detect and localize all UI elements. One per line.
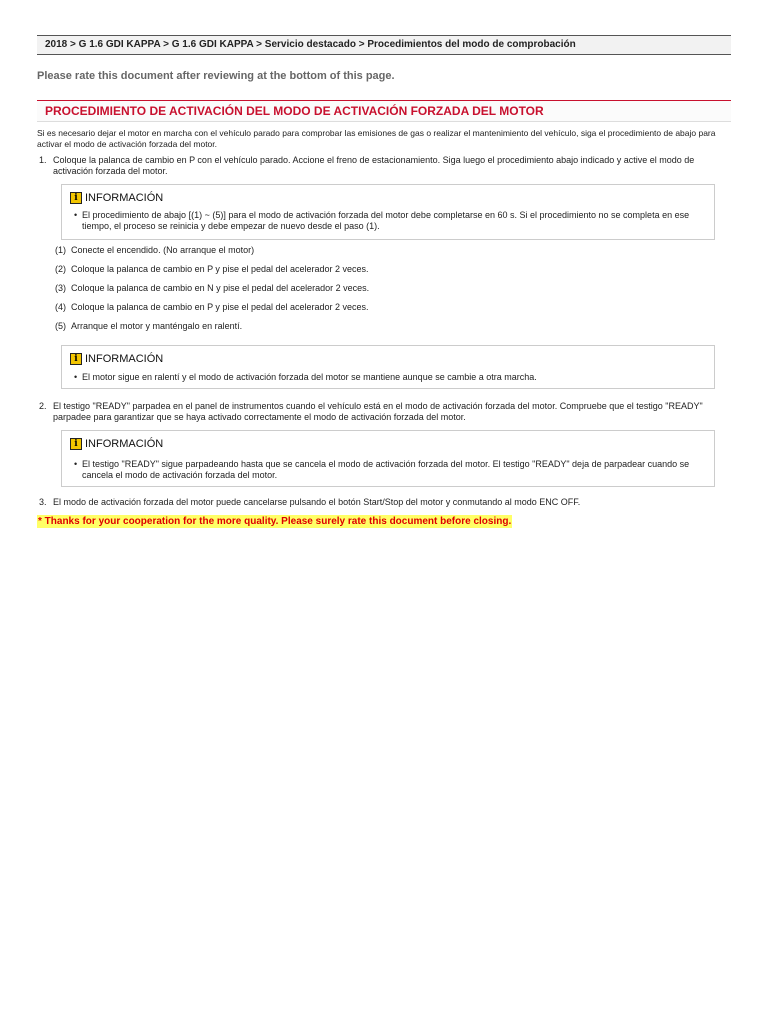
info-label: INFORMACIÓN	[85, 192, 164, 204]
substep-number: (1)	[55, 245, 66, 255]
substep-text: Arranque el motor y manténgalo en ralentí.	[71, 321, 243, 331]
substep-text: Coloque la palanca de cambio en P y pise el pedal del acelerador 2 veces.	[71, 264, 369, 274]
substep-text: Conecte el encendido. (No arranque el motor)	[71, 245, 255, 255]
step-number: 3.	[39, 497, 47, 507]
step-text: El modo de activación forzada del motor puede cancelarse pulsando el botón Start/Stop del motor y conmutando al modo ENC OFF.	[53, 497, 581, 507]
info-box	[61, 430, 715, 487]
information-icon: i	[70, 438, 82, 450]
rate-document-notice: Please rate this document after reviewing at the bottom of this page.	[37, 70, 395, 82]
section-title: PROCEDIMIENTO DE ACTIVACIÓN DEL MODO DE ACTIVACIÓN FORZADA DEL MOTOR	[37, 100, 731, 122]
information-icon: i	[70, 353, 82, 365]
info-body	[74, 459, 710, 481]
substep-text: Coloque la palanca de cambio en N y pise el pedal del acelerador 2 veces.	[71, 283, 370, 293]
info-box	[61, 184, 715, 240]
substep-number: (4)	[55, 302, 66, 312]
bullet: •	[74, 210, 78, 220]
bullet: •	[74, 372, 78, 382]
info-header	[70, 352, 163, 366]
substep-number: (3)	[55, 283, 66, 293]
rate-closing-notice: * Thanks for your cooperation for the more quality. Please surely rate this document before closing.	[38, 516, 512, 527]
step-text: Coloque la palanca de cambio en P con el vehículo parado. Accione el freno de estacionamiento. Siga luego el procedimiento abajo indicado y active el modo de activación forzada del motor.	[53, 155, 695, 176]
info-header	[70, 191, 163, 205]
info-body	[74, 210, 710, 232]
info-body	[74, 372, 710, 383]
info-box	[61, 345, 715, 389]
substep-number: (5)	[55, 321, 66, 331]
step-number: 2.	[39, 401, 47, 411]
breadcrumb[interactable]: 2018 > G 1.6 GDI KAPPA > G 1.6 GDI KAPPA > Servicio destacado > Procedimientos del modo de comprobación	[37, 35, 731, 55]
intro-paragraph: Si es necesario dejar el motor en marcha con el vehículo parado para comprobar las emisiones de gas o realizar el mantenimiento del vehículo, siga el procedimiento de abajo para activar el modo de activación forzada del motor.	[37, 128, 716, 149]
bullet: •	[74, 459, 78, 469]
info-header	[70, 437, 163, 451]
info-label: INFORMACIÓN	[85, 353, 164, 365]
info-text: El motor sigue en ralentí y el modo de activación forzada del motor se mantiene aunque se cambie a otra marcha.	[82, 372, 537, 382]
step-number: 1.	[39, 155, 47, 165]
info-label: INFORMACIÓN	[85, 438, 164, 450]
substep-text: Coloque la palanca de cambio en P y pise el pedal del acelerador 2 veces.	[71, 302, 369, 312]
info-text: El testigo "READY" sigue parpadeando hasta que se cancela el modo de activación forzada del motor. El testigo "READY" deja de parpadear cuando se cancela el modo de activación forzada del motor.	[82, 459, 690, 480]
information-icon: i	[70, 192, 82, 204]
step-text: El testigo "READY" parpadea en el panel de instrumentos cuando el vehículo está en el modo de activación forzada del motor. Compruebe que el testigo "READY" parpadee para garantizar que se haya activado correctamente el modo de activación forzada del motor.	[53, 401, 703, 422]
info-text: El procedimiento de abajo [(1) ~ (5)] para el modo de activación forzada del motor debe completarse en 60 s. Si el procedimiento no se completa en ese tiempo, el proceso se reinicia y debe empezar de nuevo desde el paso (1).	[82, 210, 690, 231]
substep-number: (2)	[55, 264, 66, 274]
